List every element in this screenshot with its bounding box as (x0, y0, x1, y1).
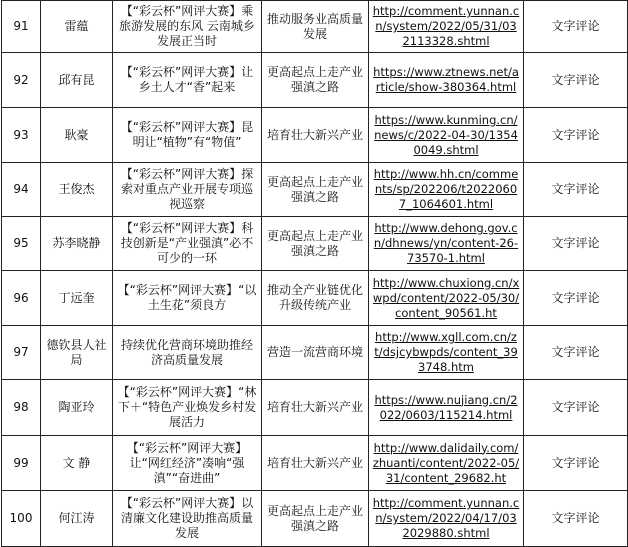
topic-cell: 推动服务业高质量发展 (262, 1, 369, 53)
title-cell: 【“彩云杯”网评大赛】探索对重点产业开展专项巡视巡察 (113, 163, 262, 217)
url-link[interactable]: http://www.dalidaily.com/zhuanti/content/2022-05/31/content_29682.ht (369, 436, 524, 491)
title-cell: 【“彩云杯”网评大赛】让“网红经济”凑响“强滇”“奋进曲” (113, 436, 262, 491)
table-row (2, 491, 628, 547)
entries-table (1, 0, 628, 547)
topic-cell: 推动全产业链优化升级传统产业 (262, 271, 369, 326)
author-cell: 苏李晓静 (41, 217, 113, 271)
title-cell: 【“彩云杯”网评大赛】让乡土人才“香”起来 (113, 53, 262, 108)
url-link[interactable]: http://comment.yunnan.cn/system/2022/05/31/032113328.shtml (369, 1, 524, 53)
table-row (2, 53, 628, 108)
title-cell: 【“彩云杯”网评大赛】以清廉文化建设助推高质量发展 (113, 491, 262, 547)
title-cell: 【“彩云杯”网评大赛】乘旅游发展的东风 云南城乡发展正当时 (113, 1, 262, 53)
url-link[interactable]: http://comment.yunnan.cn/system/2022/04/17/032029880.shtml (369, 491, 524, 547)
url-link[interactable]: https://www.nujiang.cn/2022/0603/115214.html (369, 380, 524, 436)
title-cell: 【“彩云杯”网评大赛】昆明让“植物”有“物值” (113, 108, 262, 163)
type-cell: 文字评论 (524, 436, 628, 491)
url-link[interactable]: http://www.dehong.gov.cn/dhnews/yn/content-26-73570-1.html (369, 217, 524, 271)
author-cell: 邱有昆 (41, 53, 113, 108)
row-number: 95 (2, 217, 41, 271)
author-cell: 王俊杰 (41, 163, 113, 217)
table-row (2, 1, 628, 53)
title-cell: 持续优化营商环境助推经济高质量发展 (113, 326, 262, 380)
table-row (2, 163, 628, 217)
author-cell: 丁远奎 (41, 271, 113, 326)
table-row (2, 271, 628, 326)
type-cell: 文字评论 (524, 1, 628, 53)
type-cell: 文字评论 (524, 108, 628, 163)
url-link[interactable]: http://www.chuxiong.cn/xwpd/content/2022-05/30/content_90561.ht (369, 271, 524, 326)
title-cell: 【“彩云杯”网评大赛】科技创新是“产业强滇”必不可少的一环 (113, 217, 262, 271)
row-number: 94 (2, 163, 41, 217)
row-number: 91 (2, 1, 41, 53)
type-cell: 文字评论 (524, 217, 628, 271)
type-cell: 文字评论 (524, 380, 628, 436)
type-cell: 文字评论 (524, 53, 628, 108)
url-link[interactable]: http://www.hh.cn/comments/sp/202206/t20220607_1064601.html (369, 163, 524, 217)
author-cell: 文 静 (41, 436, 113, 491)
topic-cell: 营造一流营商环境 (262, 326, 369, 380)
type-cell: 文字评论 (524, 163, 628, 217)
topic-cell: 培育壮大新兴产业 (262, 380, 369, 436)
title-cell: 【“彩云杯”网评大赛】“以土生花”须良方 (113, 271, 262, 326)
type-cell: 文字评论 (524, 326, 628, 380)
topic-cell: 更高起点上走产业强滇之路 (262, 163, 369, 217)
author-cell: 雷蕴 (41, 1, 113, 53)
author-cell: 陶亚玲 (41, 380, 113, 436)
type-cell: 文字评论 (524, 491, 628, 547)
table-row (2, 217, 628, 271)
author-cell: 德钦县人社局 (41, 326, 113, 380)
url-link[interactable]: http://www.xgll.com.cn/zt/dsjcybwpds/content_393748.htm (369, 326, 524, 380)
url-link[interactable]: https://www.kunming.cn/news/c/2022-04-30/13540049.shtml (369, 108, 524, 163)
row-number: 99 (2, 436, 41, 491)
row-number: 98 (2, 380, 41, 436)
row-number: 93 (2, 108, 41, 163)
row-number: 100 (2, 491, 41, 547)
type-cell: 文字评论 (524, 271, 628, 326)
author-cell: 耿豪 (41, 108, 113, 163)
table-row (2, 436, 628, 491)
row-number: 92 (2, 53, 41, 108)
table-row (2, 326, 628, 380)
author-cell: 何江涛 (41, 491, 113, 547)
topic-cell: 培育壮大新兴产业 (262, 108, 369, 163)
topic-cell: 培育壮大新兴产业 (262, 436, 369, 491)
table-row (2, 108, 628, 163)
row-number: 96 (2, 271, 41, 326)
table-row (2, 380, 628, 436)
topic-cell: 更高起点上走产业强滇之路 (262, 217, 369, 271)
topic-cell: 更高起点上走产业强滇之路 (262, 53, 369, 108)
title-cell: 【“彩云杯”网评大赛】“林下＋“特色产业焕发乡村发展活力 (113, 380, 262, 436)
url-link[interactable]: https://www.ztnews.net/article/show-380364.html (369, 53, 524, 108)
topic-cell: 更高起点上走产业强滇之路 (262, 491, 369, 547)
row-number: 97 (2, 326, 41, 380)
